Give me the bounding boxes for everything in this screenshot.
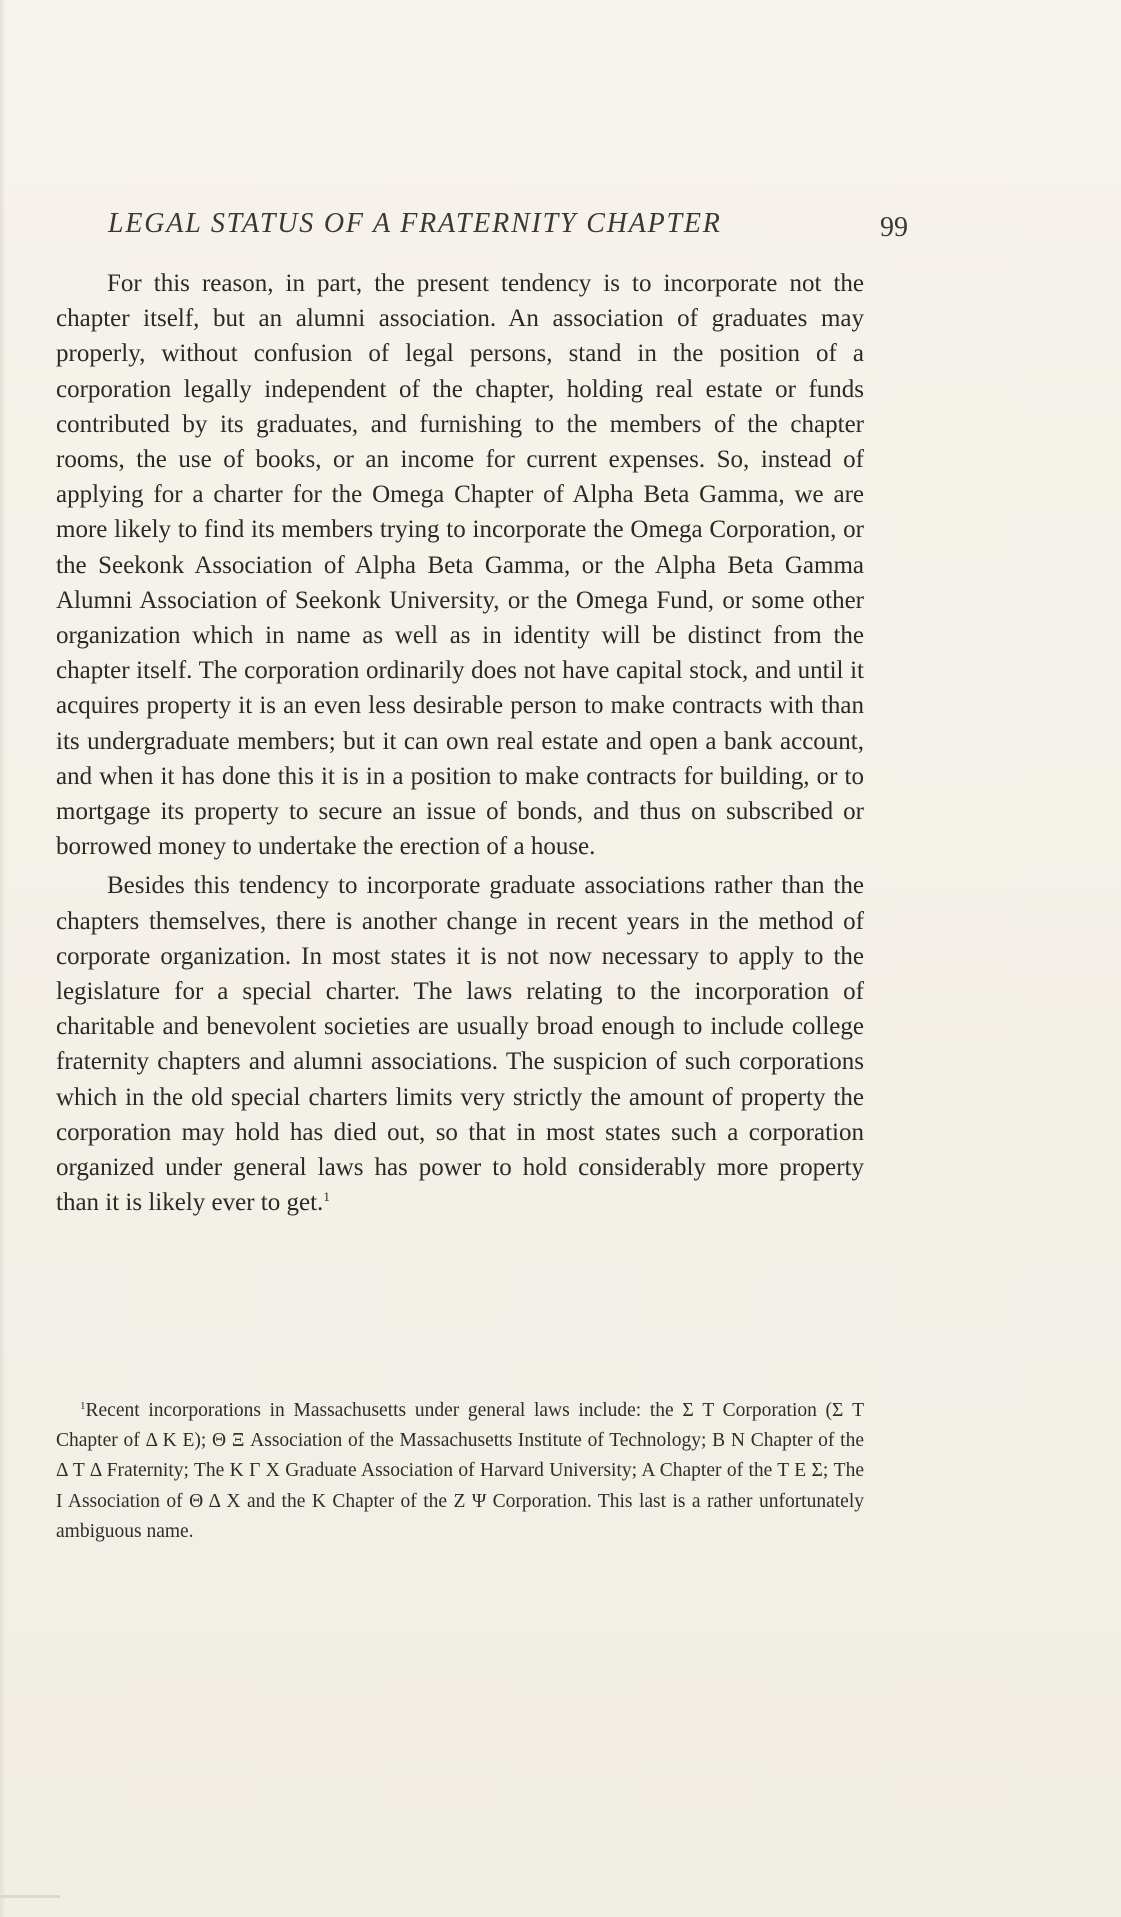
footnote <box>56 1396 864 1547</box>
body-text <box>56 266 864 1220</box>
paragraph-1 <box>56 266 864 864</box>
footnote-text: Recent incorporations in Massachusetts under general laws include: the Σ T Corporation (Σ T Chapter of Δ K E); Θ Ξ Association of the Massachusetts Institute of Technology; B N Chapter of the Δ T Δ Fraternity; The K Γ X Graduate Association of Harvard University; A Chapter of the T E Σ; The I Association of Θ Δ X and the K Chapter of the Z Ψ Corporation. This last is a rather unfortunately ambiguous name. <box>56 1400 864 1542</box>
paragraph-2-text: Besides this tendency to incorporate graduate associations rather than the chapters themselves, there is another change in recent years in the method of corporate organization. In most states it is not now necessary to apply to the legislature for a special charter. The laws relating to the incorporation of charitable and benevolent societies are usually broad enough to include college fraternity chapters and alumni associations. The suspicion of such corporations which in the old special charters limits very strictly the amount of property the corporation may hold has died out, so that in most states such a corporation organized under general laws has power to hold considerably more property than it is likely ever to get. <box>56 872 864 1217</box>
footnote-reference: 1 <box>323 1189 330 1205</box>
running-head <box>108 200 908 248</box>
scan-edge-shadow <box>0 0 6 1917</box>
paragraph-1-text: For this reason, in part, the present tendency is to incorporate not the chapter itself, but an alumni association. An association of graduates may properly, without confusion of legal persons, stand in the position of a corporation legally independent of the chapter, holding real estate or funds contributed by its graduates, and furnishing to the members of the chapter rooms, the use of books, or an income for current expenses. So, instead of applying for a charter for the Omega Chapter of Alpha Beta Gamma, we are more likely to find its members trying to incorporate the Omega Corporation, or the Seekonk Association of Alpha Beta Gamma, or the Alpha Beta Gamma Alumni Association of Seekonk University, or the Omega Fund, or some other organization which in name as well as in identity will be distinct from the chapter itself. The corporation ordinarily does not have capital stock, and until it acquires property it is an even less desirable person to make contracts with than its undergraduate members; but it can own real estate and open a bank account, and when it has done this it is in a position to make contracts for building, or to mortgage its property to secure an issue of bonds, and thus on subscribed or borrowed money to undertake the erection of a house. <box>56 270 864 861</box>
running-head-title: LEGAL STATUS OF A FRATERNITY CHAPTER <box>108 208 722 239</box>
paragraph-2 <box>56 868 864 1220</box>
page-number: 99 <box>880 212 908 243</box>
scan-edge-mark <box>0 1895 60 1898</box>
footnote-marker: 1 <box>80 1400 86 1412</box>
